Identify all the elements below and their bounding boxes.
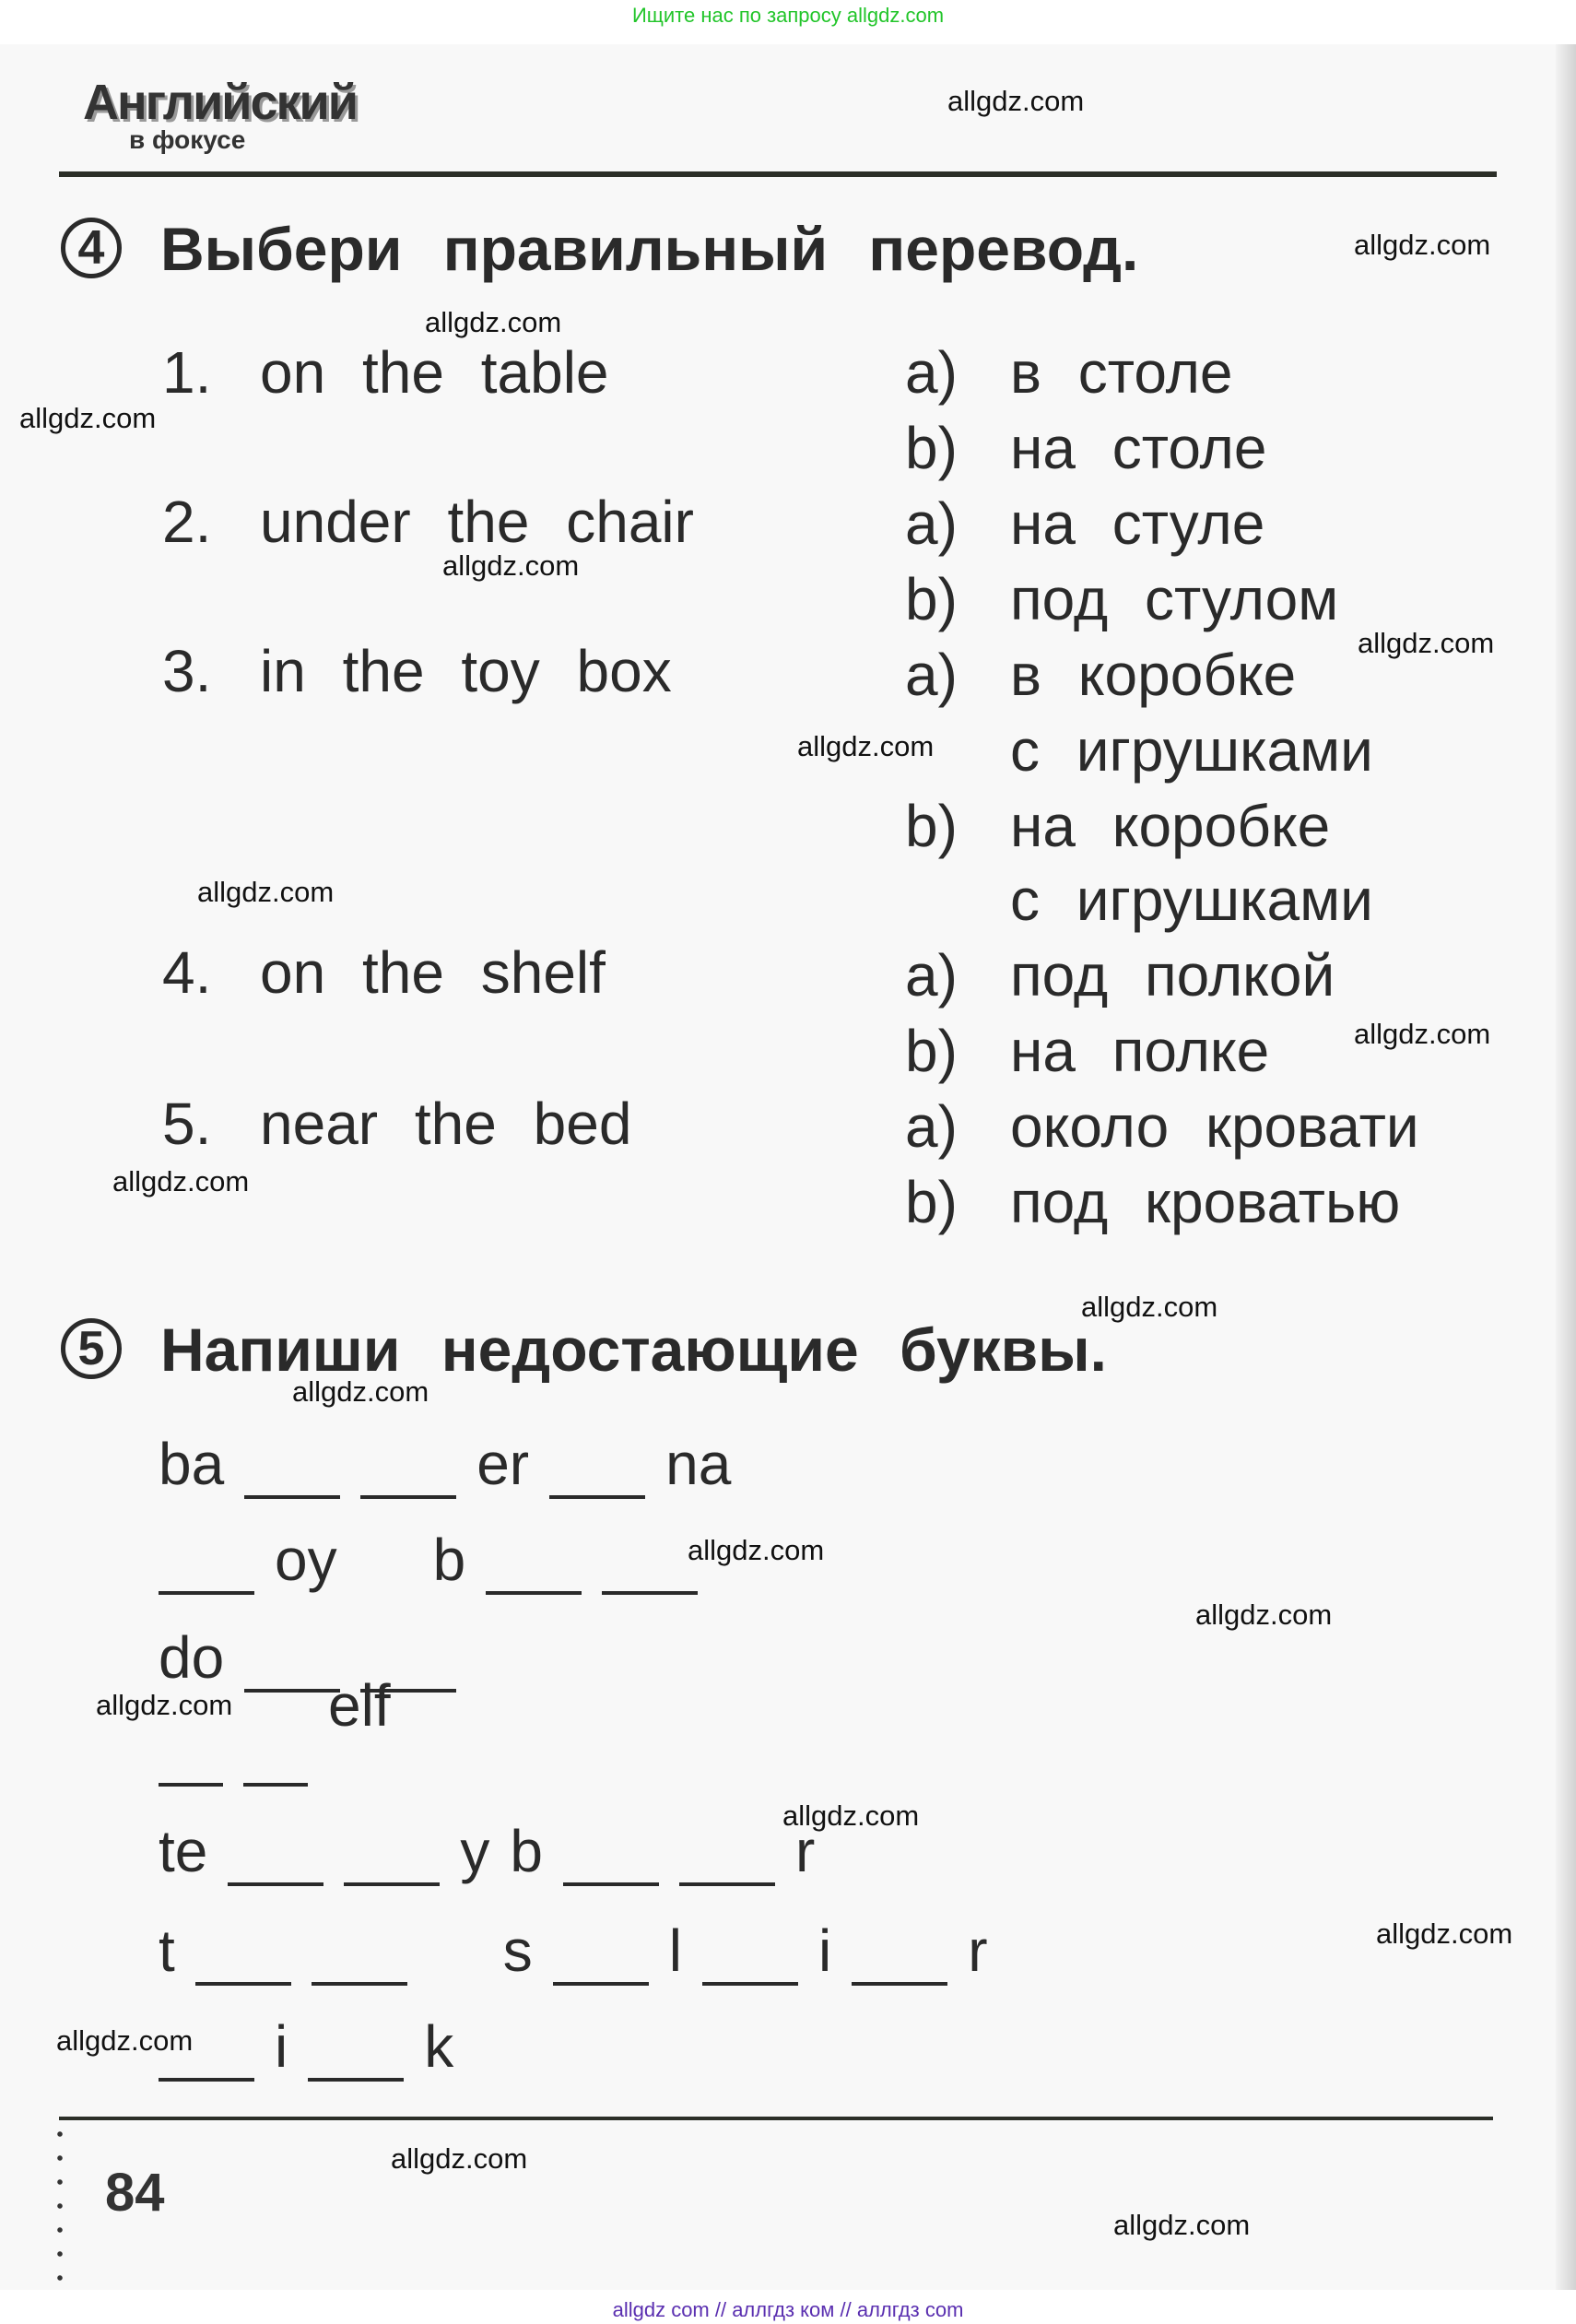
logo-title: Английский bbox=[83, 75, 357, 130]
option-letter: b) bbox=[905, 793, 958, 859]
word-fragment: b bbox=[510, 1818, 543, 1884]
dotted-margin bbox=[57, 2122, 63, 2288]
watermark: allgdz.com bbox=[96, 1689, 233, 1721]
watermark: allgdz.com bbox=[947, 85, 1085, 117]
exercise-5-title: Напиши недостающие буквы. bbox=[160, 1315, 1107, 1384]
option-letter: a) bbox=[905, 339, 958, 406]
option-text: под кроватью bbox=[1010, 1169, 1401, 1235]
fill-in-word-line bbox=[159, 1527, 698, 1593]
fill-in-word-line bbox=[159, 1818, 816, 1884]
option-text: около кровати bbox=[1010, 1093, 1419, 1160]
item-number: 2. bbox=[162, 489, 212, 555]
blank-input[interactable] bbox=[702, 1982, 798, 1986]
watermark: allgdz.com bbox=[112, 1165, 250, 1197]
item-number: 1. bbox=[162, 339, 212, 406]
option-letter: a) bbox=[905, 942, 958, 1009]
blank-input[interactable] bbox=[852, 1982, 947, 1986]
word-fragment: y bbox=[460, 1818, 490, 1884]
option-text: на стуле bbox=[1010, 490, 1265, 557]
watermark: allgdz.com bbox=[797, 730, 935, 762]
word-fragment: k bbox=[424, 2013, 454, 2080]
word-fragment: te bbox=[159, 1818, 208, 1884]
option-text: на полке bbox=[1010, 1018, 1270, 1084]
item-text: near the bed bbox=[260, 1091, 632, 1157]
option-text: на столе bbox=[1010, 415, 1267, 481]
footer-rule bbox=[59, 2117, 1493, 2120]
word-fragment: er bbox=[476, 1431, 530, 1497]
word-fragment: i bbox=[818, 1917, 832, 1984]
blank-input[interactable] bbox=[244, 1689, 340, 1693]
watermark: allgdz.com bbox=[1113, 2209, 1251, 2241]
option-text: под стулом bbox=[1010, 566, 1339, 632]
blank-input[interactable] bbox=[243, 1783, 308, 1787]
page-number: 84 bbox=[105, 2163, 165, 2223]
blank-input[interactable] bbox=[308, 2078, 404, 2082]
watermark: allgdz.com bbox=[782, 1799, 920, 1832]
option-letter: a) bbox=[905, 1093, 958, 1160]
option-text: под полкой bbox=[1010, 942, 1335, 1009]
fill-in-word-line bbox=[159, 1431, 732, 1497]
blank-input[interactable] bbox=[486, 1591, 582, 1595]
blank-input[interactable] bbox=[563, 1882, 659, 1886]
word-fragment: ba bbox=[159, 1431, 225, 1497]
option-letter: b) bbox=[905, 1018, 958, 1084]
word-fragment: na bbox=[665, 1431, 732, 1497]
watermark: allgdz.com bbox=[19, 402, 157, 434]
watermark: allgdz.com bbox=[1354, 229, 1491, 261]
word-fragment: t bbox=[159, 1917, 175, 1984]
blank-input[interactable] bbox=[602, 1591, 698, 1595]
bottom-banner[interactable]: allgdz com // аллгдз ком // аллгдз com bbox=[612, 2298, 964, 2321]
blank-input[interactable] bbox=[244, 1495, 340, 1499]
top-banner[interactable]: Ищите нас по запросу allgdz.com bbox=[631, 4, 945, 27]
watermark: allgdz.com bbox=[1195, 1598, 1333, 1631]
word-fragment: do bbox=[159, 1624, 225, 1691]
blank-input[interactable] bbox=[312, 1982, 407, 1986]
option-letter: b) bbox=[905, 415, 958, 481]
fill-in-word-line bbox=[159, 2013, 454, 2080]
exercise-5-number: 5 bbox=[61, 1318, 122, 1379]
blank-input[interactable] bbox=[360, 1495, 456, 1499]
blank-input[interactable] bbox=[553, 1982, 649, 1986]
blank-input[interactable] bbox=[195, 1982, 291, 1986]
exercise-4-title: Выбери правильный перевод. bbox=[160, 215, 1139, 283]
item-text: in the toy box bbox=[260, 638, 672, 704]
option-letter: a) bbox=[905, 490, 958, 557]
page-edge-shadow bbox=[1556, 44, 1576, 2290]
option-text: с игрушками bbox=[1010, 717, 1373, 784]
exercise-4-number: 4 bbox=[61, 218, 122, 278]
watermark: allgdz.com bbox=[56, 2024, 194, 2057]
watermark: allgdz.com bbox=[1354, 1018, 1491, 1050]
item-text: under the chair bbox=[260, 489, 694, 555]
watermark: allgdz.com bbox=[292, 1375, 429, 1408]
watermark: allgdz.com bbox=[1081, 1291, 1218, 1323]
header-rule bbox=[59, 171, 1497, 177]
option-letter: a) bbox=[905, 642, 958, 708]
item-text: on the shelf bbox=[260, 939, 606, 1006]
watermark: allgdz.com bbox=[197, 876, 335, 908]
item-number: 3. bbox=[162, 638, 212, 704]
item-number: 4. bbox=[162, 939, 212, 1006]
word-fragment: r bbox=[968, 1917, 988, 1984]
item-number: 5. bbox=[162, 1091, 212, 1157]
word-fragment: elf bbox=[328, 1672, 391, 1739]
fill-in-word-line bbox=[159, 1917, 988, 1984]
blank-input[interactable] bbox=[344, 1882, 440, 1886]
watermark: allgdz.com bbox=[1358, 627, 1495, 659]
blank-input[interactable] bbox=[549, 1495, 645, 1499]
watermark: allgdz.com bbox=[1376, 1917, 1513, 1950]
blank-input[interactable] bbox=[159, 1591, 254, 1595]
option-text: с игрушками bbox=[1010, 867, 1373, 933]
watermark: allgdz.com bbox=[391, 2142, 528, 2175]
logo-subtitle: в фокусе bbox=[129, 125, 246, 154]
option-text: в столе bbox=[1010, 339, 1233, 406]
blank-input[interactable] bbox=[159, 1783, 223, 1787]
word-fragment: b bbox=[432, 1527, 466, 1593]
blank-input[interactable] bbox=[159, 2078, 254, 2082]
word-fragment: oy bbox=[275, 1527, 337, 1593]
word-fragment: r bbox=[794, 1818, 816, 1884]
item-text: on the table bbox=[260, 339, 609, 406]
option-letter: b) bbox=[905, 1169, 958, 1235]
fill-in-word-line bbox=[159, 1624, 456, 1691]
watermark: allgdz.com bbox=[688, 1534, 825, 1566]
watermark: allgdz.com bbox=[442, 549, 580, 582]
option-letter: b) bbox=[905, 566, 958, 632]
word-fragment: l bbox=[668, 1917, 682, 1984]
word-fragment: i bbox=[275, 2013, 288, 2080]
option-text: на коробке bbox=[1010, 793, 1331, 859]
option-text: в коробке bbox=[1010, 642, 1297, 708]
blank-input[interactable] bbox=[679, 1882, 775, 1886]
word-fragment: s bbox=[502, 1917, 533, 1984]
blank-input[interactable] bbox=[228, 1882, 323, 1886]
watermark: allgdz.com bbox=[425, 306, 562, 338]
